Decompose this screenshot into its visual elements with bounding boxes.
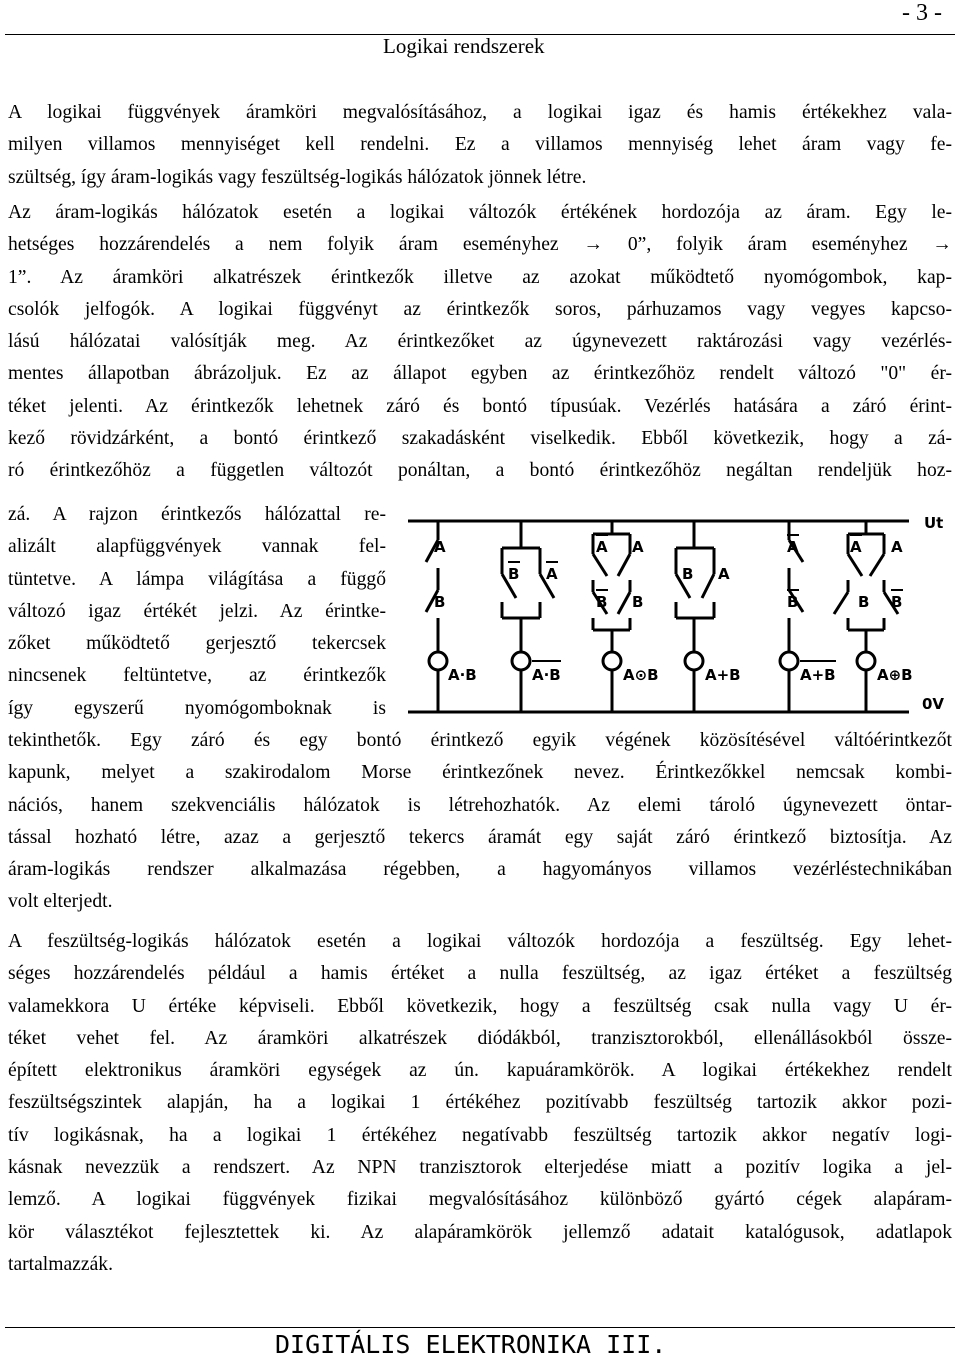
text-line: szültség, így áram-logikás vagy feszültség-logikás hálózatok jönnek létre. xyxy=(8,166,587,188)
text-line: tekinthetők. Egy záró és egy bontó érintkező egyik végének közösítésével váltóérintkezőt xyxy=(8,730,952,751)
paragraph-2-continued xyxy=(8,725,952,919)
output-label: A+B xyxy=(800,666,836,684)
paragraph-1 xyxy=(8,97,952,194)
text-line: kör választékot fejlesztettek ki. Az alapáramkörök jellemző adatait katalógusok, adatlapok xyxy=(8,1221,952,1243)
text-line: változó igaz értékét jelzi. Az érintke- xyxy=(8,600,386,622)
ground-label: 0V xyxy=(922,695,945,713)
contact-circuit-diagram xyxy=(404,506,954,726)
output-label: A·B xyxy=(448,666,477,684)
text-line: Az áram-logikás hálózatok esetén a logikai változók értékének hordozója az áram. Egy le- xyxy=(8,202,952,223)
contact-label: A xyxy=(434,538,446,556)
text-line: téket vehet fel. Az áramköri alkatrészek diódákból, tranzisztorokból, ellenállásokból össze- xyxy=(8,1027,952,1049)
text-line: nációs, hanem szekvenciális hálózatok is létrehozhatók. Az elemi tároló úgynevezett öntar- xyxy=(8,794,952,816)
contact-label: A xyxy=(891,538,903,556)
text-line: kező rövidzárként, a bontó érintkező szakadásként viselkedik. Ebből következik, hogy a zá- xyxy=(8,428,952,450)
paragraph-3 xyxy=(8,926,952,1281)
contact-label: B xyxy=(682,565,694,583)
text-line: épített elektronikus áramköri egységek az ún. kapuáramkörök. A logikai értékekhez rendelt xyxy=(8,1060,952,1082)
text-line: alizált alapfüggvények vannak fel- xyxy=(8,536,386,558)
supply-label: Ut xyxy=(924,514,944,532)
text-line: feszültségszintek alapján, ha a logikai 1 értékéhez pozitívabb feszültség tartozik akkor pozi- xyxy=(8,1092,952,1114)
contact-label: B xyxy=(632,593,644,611)
contact-label: A xyxy=(850,538,862,556)
contact-label: B xyxy=(891,593,903,611)
text-line: lású hálózatai valósítják meg. Az érintkezőket az úgynevezett raktározási vagy vezérlés- xyxy=(8,331,952,353)
text-line: tartalmazzák. xyxy=(8,1253,113,1275)
text-line: téket jelenti. Az érintkezők lehetnek záró és bontó típusúak. Vezérlés hatására a záró érint- xyxy=(8,395,952,417)
text-line: így egyszerű nyomógomboknak is xyxy=(8,697,386,719)
contact-label: B xyxy=(787,593,799,611)
section-title: Logikai rendszerek xyxy=(383,34,545,58)
text-line: tüntetve. A lámpa világítása a függő xyxy=(8,568,386,590)
contact-label: B xyxy=(434,593,446,611)
text-line: nincsenek feltüntetve, az érintkezők xyxy=(8,665,386,687)
text-line: séges hozzárendelés például a hamis értéket a nulla feszültség, az igaz értéket a feszültség xyxy=(8,963,952,985)
text-line: volt elterjedt. xyxy=(8,891,113,913)
page-number: - 3 - xyxy=(902,0,942,26)
contact-label: A xyxy=(596,538,608,556)
text-line: A feszültség-logikás hálózatok esetén a logikai változók hordozója a feszültség. Egy lehet- xyxy=(8,931,952,952)
text-line: mentes állapotban ábrázoljuk. Ez az állapot egyben az érintkezőhöz rendelt változó "0" ér- xyxy=(8,363,952,385)
output-label: A+B xyxy=(705,666,741,684)
text-line: A logikai függvények áramköri megvalósításához, a logikai igaz és hamis értékekhez vala- xyxy=(8,102,952,123)
text-line: zá. A rajzon érintkezős hálózattal re- xyxy=(8,504,386,525)
text-line: kásnak nevezzük a rendszert. Az NPN tranzisztorok elterjedése miatt a pozitív logika a jel- xyxy=(8,1157,952,1179)
text-line: csolók jelfogók. A logikai függvényt az érintkezők soros, párhuzamos vagy vegyes kapcso- xyxy=(8,298,952,320)
text-line: milyen villamos mennyiséget kell rendelni. Ez a villamos mennyiség lehet áram vagy fe- xyxy=(8,134,952,156)
contact-label: A xyxy=(632,538,644,556)
text-line: kapunk, melyet a szakirodalom Morse érintkezőnek nevez. Érintkezőkkel nemcsak kombi- xyxy=(8,762,952,784)
contact-label: A xyxy=(718,565,730,583)
output-label: A·B xyxy=(532,666,561,684)
contact-label: A xyxy=(787,538,799,556)
paragraph-2 xyxy=(8,197,952,488)
footer-rule xyxy=(5,1327,955,1328)
footer-title: DIGITÁLIS ELEKTRONIKA III. xyxy=(275,1330,667,1359)
contact-label: B xyxy=(508,565,520,583)
text-line: tással hozható létre, azaz a gerjesztő tekercs áramát egy saját záró érintkező biztosítja. Az xyxy=(8,826,952,848)
text-line: áram-logikás rendszer alkalmazása régebben, a hagyományos villamos vezérléstechnikában xyxy=(8,859,952,881)
contact-label: A xyxy=(546,565,558,583)
contact-label: B xyxy=(596,593,608,611)
text-line: hetséges hozzárendelés a nem folyik áram eseményhez → 0”, folyik áram eseményhez → xyxy=(8,234,952,256)
output-label: A⊕B xyxy=(877,666,913,684)
text-line: lemző. A logikai függvények fizikai megvalósításához különböző gyártó cégek alapáram- xyxy=(8,1189,952,1211)
text-line: zőket működtető gerjesztő tekercsek xyxy=(8,633,386,655)
text-line: ró érintkezőhöz a független változót ponáltan, a bontó érintkezőhöz negáltan rendeljük hoz- xyxy=(8,460,952,482)
text-line: valamekkora U értéke képviseli. Ebből következik, hogy a feszültség csak nulla vagy U ér- xyxy=(8,995,952,1017)
figure-wrap-text xyxy=(8,499,386,725)
text-line: 1”. Az áramköri alkatrészek érintkezők illetve az azokat működtető nyomógombok, kap- xyxy=(8,266,952,288)
output-label: A⊙B xyxy=(623,666,659,684)
text-line: tív logikásnak, ha a logikai 1 értékéhez negatívabb feszültség tartozik akkor negatív logi- xyxy=(8,1124,952,1146)
contact-label: B xyxy=(858,593,870,611)
